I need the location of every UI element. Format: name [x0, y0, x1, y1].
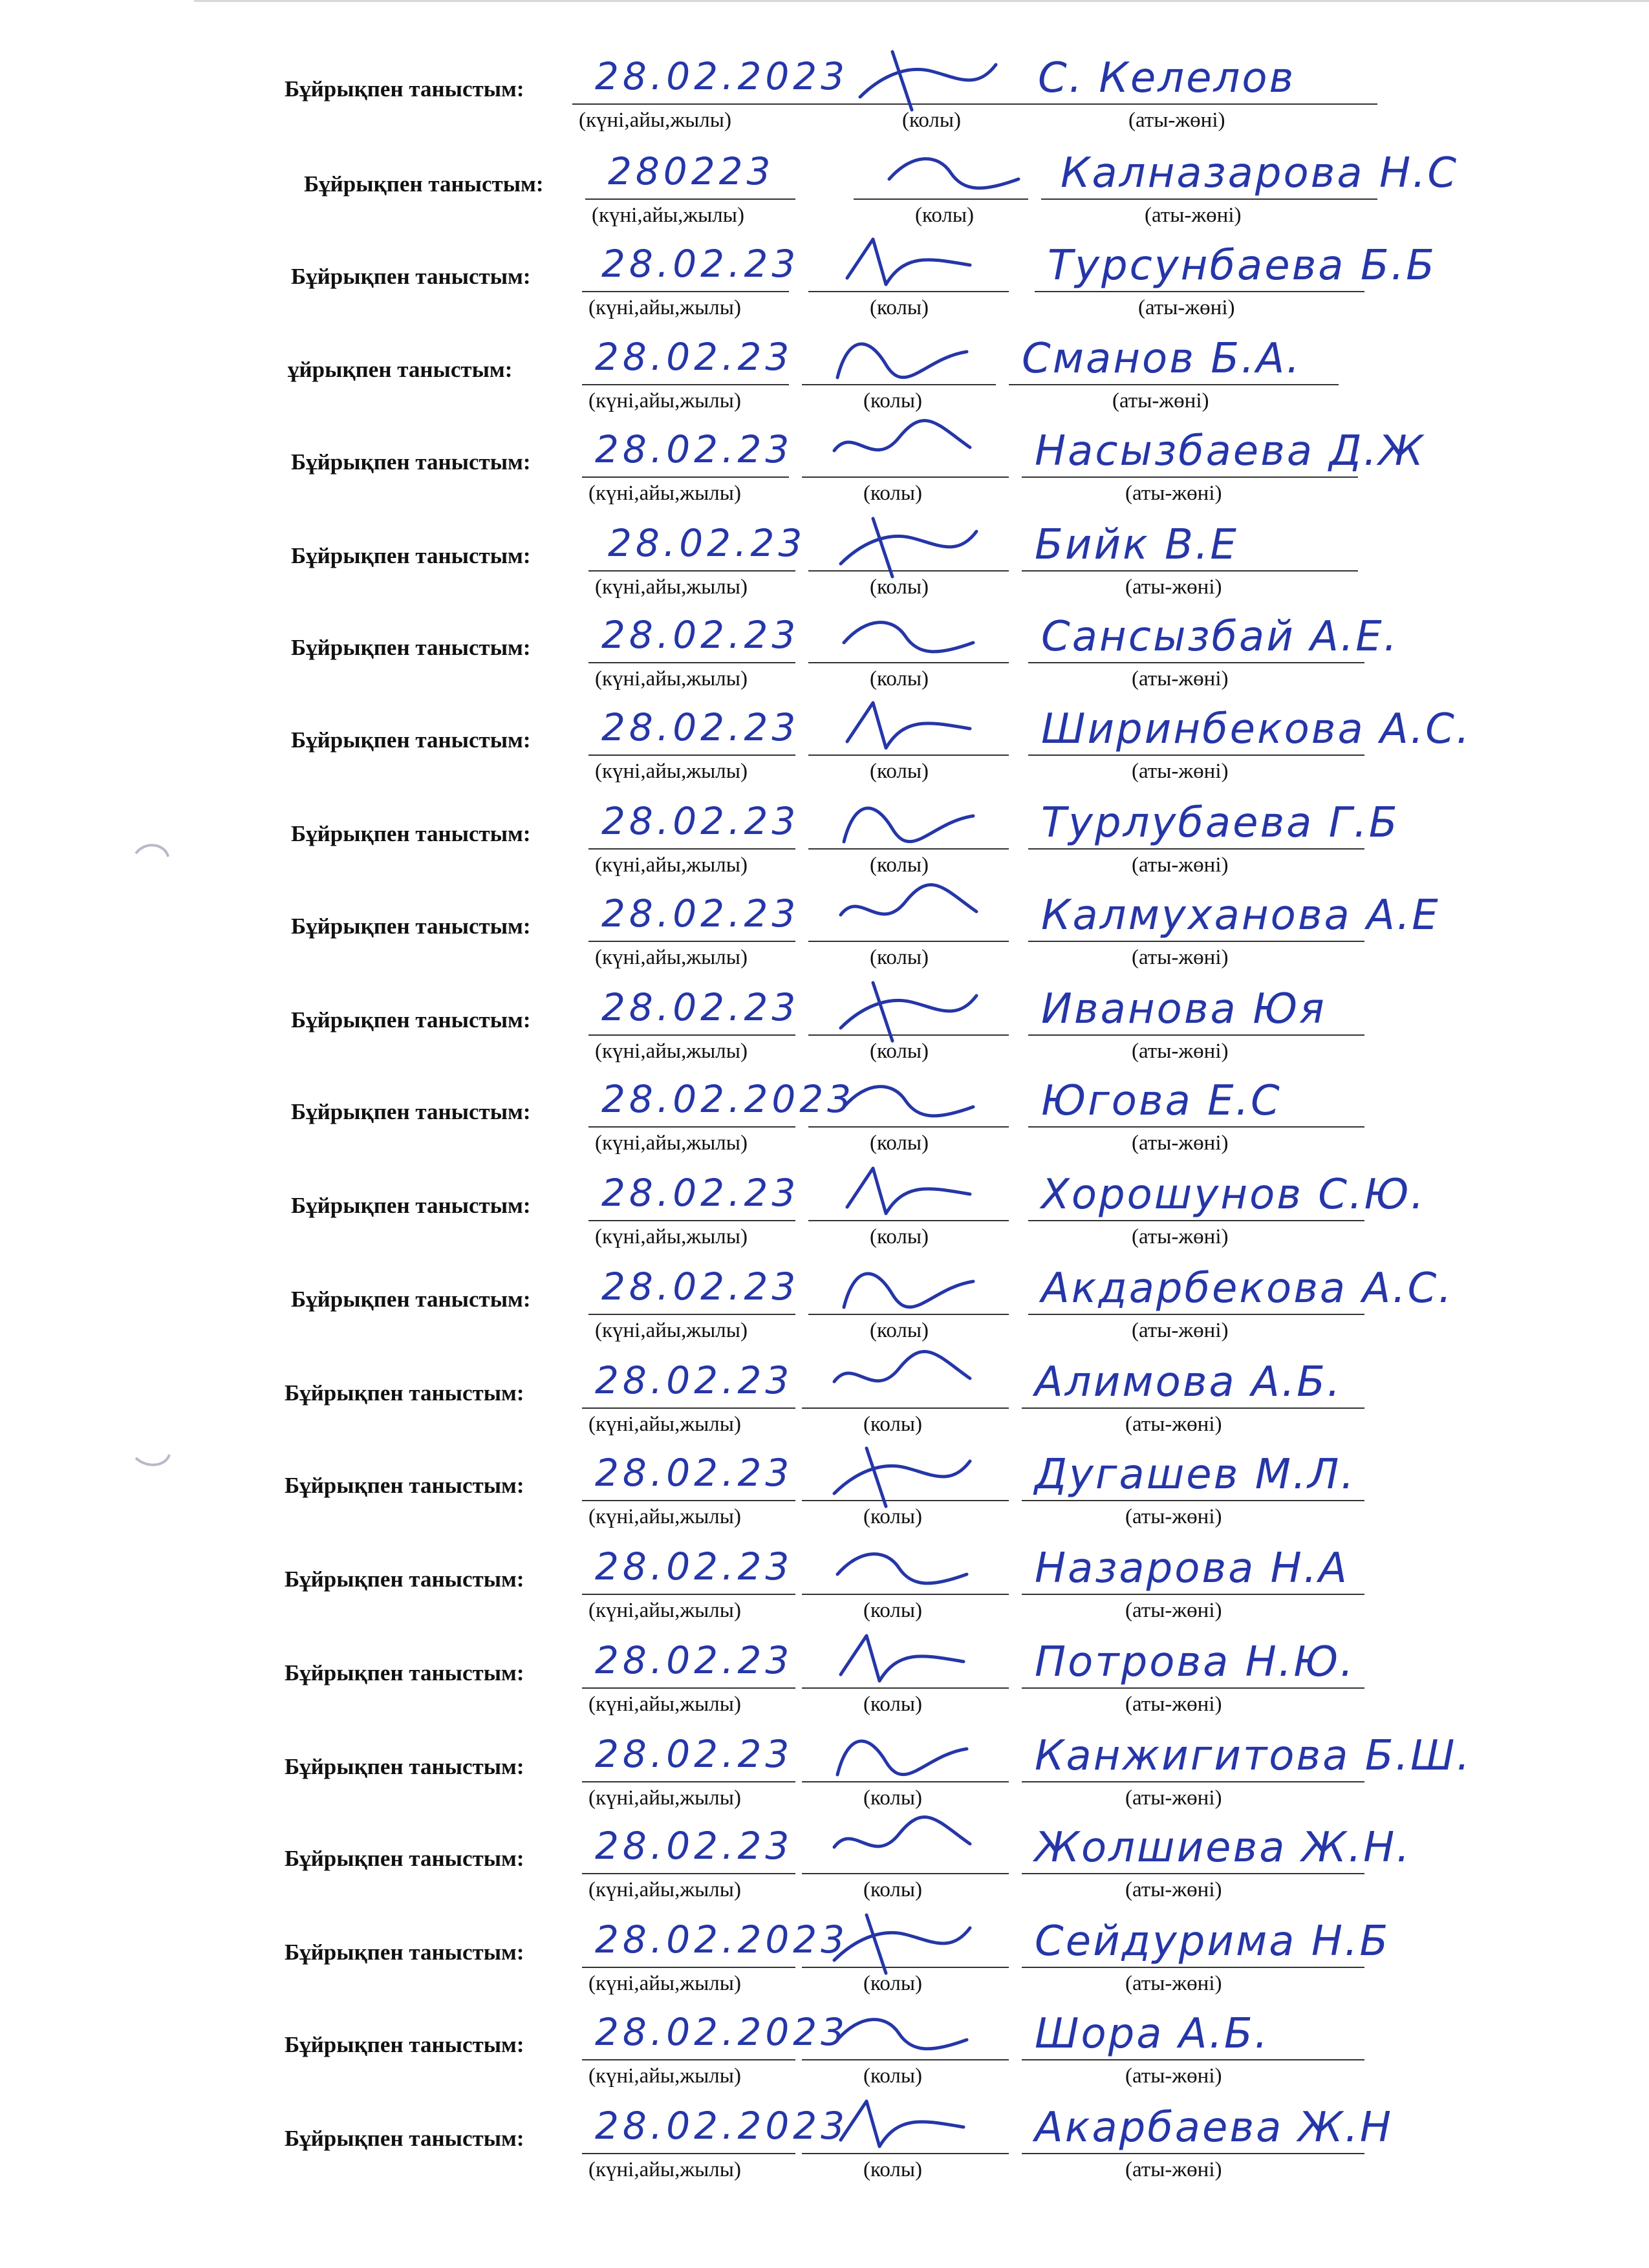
name-caption: (аты-жөні)	[1125, 1693, 1222, 1716]
signature-caption: (колы)	[863, 1413, 923, 1436]
signature-caption: (колы)	[863, 2158, 923, 2181]
handwritten-name: Назарова Н.А	[1035, 1545, 1349, 1592]
handwritten-date: 28.02.23	[601, 1171, 800, 1215]
handwritten-name: Калназарова Н.С	[1061, 149, 1459, 197]
signature-caption: (колы)	[863, 1693, 923, 1716]
acquainted-label: Бұйрықпен таныстым:	[285, 2032, 524, 2057]
handwritten-name: Дугашев М.Л.	[1035, 1451, 1356, 1499]
name-line	[1022, 2153, 1364, 2154]
acquainted-label: Бұйрықпен таныстым:	[285, 1940, 524, 1965]
handwritten-name: Турсунбаева Б.Б	[1048, 242, 1436, 290]
signature-caption: (колы)	[863, 1505, 923, 1528]
handwritten-name: Сманов Б.А.	[1022, 335, 1302, 383]
name-caption: (аты-жөні)	[1125, 1786, 1222, 1810]
date-line	[582, 384, 789, 385]
name-line	[1022, 1594, 1364, 1595]
signature-caption: (колы)	[863, 1878, 923, 1901]
name-line	[1028, 941, 1364, 942]
name-caption: (аты-жөні)	[1132, 760, 1229, 783]
acquainted-label: Бұйрықпен таныстым:	[291, 914, 531, 939]
acknowledgement-row	[0, 1265, 1649, 1375]
handwritten-signature	[834, 784, 983, 861]
handwritten-signature	[828, 1343, 976, 1420]
handwritten-signature	[834, 970, 983, 1047]
date-caption: (күні,айы,жылы)	[595, 1225, 748, 1248]
name-line	[1022, 1407, 1364, 1409]
name-caption: (аты-жөні)	[1125, 1972, 1222, 1995]
signature-caption: (колы)	[863, 1972, 923, 1995]
acquainted-label: ұйрықпен таныстым:	[288, 357, 513, 382]
handwritten-name: Акарбаева Ж.Н	[1035, 2104, 1394, 2152]
acquainted-label: Бұйрықпен таныстым:	[291, 264, 531, 289]
signature-caption: (колы)	[863, 1786, 923, 1810]
date-caption: (күні,айы,жылы)	[579, 109, 731, 132]
signature-caption: (колы)	[870, 575, 929, 599]
name-caption: (аты-жөні)	[1132, 1040, 1229, 1063]
handwritten-date: 28.02.23	[595, 427, 793, 471]
handwritten-name: Турлубаева Г.Б	[1041, 799, 1399, 847]
name-caption: (аты-жөні)	[1132, 1131, 1229, 1155]
handwritten-date: 28.02.23	[595, 1545, 793, 1589]
handwritten-name: Шора А.Б.	[1035, 2010, 1270, 2058]
handwritten-signature	[828, 1623, 976, 1700]
signature-caption: (колы)	[870, 1319, 929, 1342]
acknowledgement-row	[0, 2104, 1649, 2214]
signature-caption: (колы)	[902, 109, 962, 132]
acquainted-label: Бұйрықпен таныстым:	[291, 1287, 531, 1312]
date-caption: (күні,айы,жылы)	[595, 853, 748, 877]
name-line	[1028, 662, 1364, 663]
signature-caption: (колы)	[870, 1131, 929, 1155]
name-line	[1028, 1314, 1364, 1315]
handwritten-date: 28.02.2023	[595, 54, 849, 98]
date-line	[572, 103, 841, 105]
handwritten-signature	[879, 134, 1028, 211]
handwritten-signature	[834, 506, 983, 583]
handwritten-date: 28.02.23	[601, 1265, 800, 1309]
acquainted-label: Бұйрықпен таныстым:	[291, 821, 531, 846]
handwritten-date: 28.02.2023	[595, 2010, 849, 2054]
name-line	[1025, 103, 1377, 105]
acknowledgement-row	[0, 1451, 1649, 1561]
date-line	[588, 570, 795, 572]
date-caption: (күні,айы,жылы)	[595, 760, 748, 783]
handwritten-name: Акдарбекова А.С.	[1041, 1265, 1454, 1312]
acknowledgement-row	[0, 242, 1649, 352]
date-line	[585, 198, 795, 200]
acknowledgement-row	[0, 892, 1649, 1001]
handwritten-name: Сейдурима Н.Б	[1035, 1918, 1390, 1965]
date-line	[588, 1220, 795, 1221]
name-caption: (аты-жөні)	[1132, 946, 1229, 969]
date-caption: (күні,айы,жылы)	[595, 1131, 748, 1155]
date-caption: (күні,айы,жылы)	[595, 1040, 748, 1063]
date-line	[582, 1873, 795, 1874]
date-line	[582, 476, 789, 478]
date-caption: (күні,айы,жылы)	[588, 1878, 741, 1901]
date-caption: (күні,айы,жылы)	[588, 1599, 741, 1622]
date-line	[582, 1687, 795, 1689]
signature-caption: (колы)	[870, 760, 929, 783]
acquainted-label: Бұйрықпен таныстым:	[291, 543, 531, 568]
signature-caption: (колы)	[863, 389, 923, 412]
name-line	[1022, 1873, 1364, 1874]
name-line	[1022, 476, 1358, 478]
handwritten-name: Насызбаева Д.Ж	[1035, 427, 1425, 475]
date-caption: (күні,айы,жылы)	[588, 1693, 741, 1716]
handwritten-name: Потрова Н.Ю.	[1035, 1638, 1355, 1686]
name-caption: (аты-жөні)	[1125, 575, 1222, 599]
name-caption: (аты-жөні)	[1125, 482, 1222, 505]
handwritten-date: 28.02.23	[595, 1638, 793, 1682]
signature-caption: (колы)	[915, 204, 975, 227]
signature-caption: (колы)	[870, 667, 929, 690]
signature-caption: (колы)	[870, 1225, 929, 1248]
name-line	[1028, 1126, 1364, 1128]
handwritten-name: Югова Е.С	[1041, 1077, 1282, 1125]
acquainted-label: Бұйрықпен таныстым:	[285, 2126, 524, 2151]
handwritten-date: 28.02.23	[595, 1732, 793, 1776]
date-line	[588, 848, 795, 850]
name-caption: (аты-жөні)	[1125, 2064, 1222, 2088]
acquainted-label: Бұйрықпен таныстым:	[291, 635, 531, 660]
signature-caption: (колы)	[870, 946, 929, 969]
name-caption: (аты-жөні)	[1128, 109, 1225, 132]
date-line	[588, 941, 795, 942]
handwritten-date: 28.02.23	[601, 613, 800, 657]
handwritten-date: 28.02.2023	[595, 2104, 849, 2148]
handwritten-signature	[834, 1155, 983, 1233]
signature-caption: (колы)	[870, 296, 929, 319]
handwritten-signature	[828, 1808, 976, 1886]
date-line	[582, 2059, 795, 2060]
acquainted-label: Бұйрықпен таныстым:	[285, 1567, 524, 1592]
handwritten-date: 28.02.23	[595, 1451, 793, 1495]
acquainted-label: Бұйрықпен таныстым:	[291, 1099, 531, 1124]
handwritten-name: Иванова Юя	[1041, 985, 1326, 1033]
handwritten-signature	[834, 597, 983, 675]
date-line	[582, 1500, 795, 1501]
name-caption: (аты-жөні)	[1138, 296, 1235, 319]
handwritten-signature	[828, 1435, 976, 1513]
date-line	[582, 1781, 795, 1782]
handwritten-signature	[828, 412, 976, 489]
handwritten-signature	[834, 1249, 983, 1327]
name-caption: (аты-жөні)	[1132, 667, 1229, 690]
handwritten-signature	[834, 226, 983, 304]
handwritten-date: 28.02.23	[608, 521, 806, 565]
handwritten-signature	[828, 1717, 976, 1794]
date-line	[588, 1126, 795, 1128]
date-caption: (күні,айы,жылы)	[588, 2064, 741, 2088]
name-line	[1022, 1500, 1364, 1501]
name-line	[1028, 754, 1364, 756]
handwritten-name: С. Келелов	[1038, 54, 1296, 102]
handwritten-signature	[828, 1995, 976, 2072]
date-line	[582, 2153, 795, 2154]
handwritten-date: 28.02.23	[601, 892, 800, 936]
handwritten-date: 28.02.23	[601, 705, 800, 749]
date-caption: (күні,айы,жылы)	[588, 1413, 741, 1436]
acknowledgement-row	[0, 521, 1649, 631]
name-line	[1028, 1220, 1364, 1221]
date-caption: (күні,айы,жылы)	[595, 667, 748, 690]
name-line	[1022, 1781, 1364, 1782]
handwritten-signature	[834, 876, 983, 954]
date-caption: (күні,айы,жылы)	[588, 1505, 741, 1528]
handwritten-name: Бийк В.Е	[1035, 521, 1238, 569]
handwritten-signature	[828, 1902, 976, 1980]
name-line	[1041, 198, 1377, 200]
handwritten-date: 28.02.2023	[595, 1918, 849, 1962]
handwritten-name: Ширинбекова А.С.	[1041, 705, 1472, 753]
acquainted-label: Бұйрықпен таныстым:	[291, 449, 531, 475]
acquainted-label: Бұйрықпен таныстым:	[285, 1473, 524, 1498]
date-caption: (күні,айы,жылы)	[588, 296, 741, 319]
handwritten-date: 28.02.23	[601, 985, 800, 1029]
signature-caption: (колы)	[863, 482, 923, 505]
name-line	[1022, 1687, 1364, 1689]
date-line	[582, 291, 789, 292]
handwritten-signature	[828, 1529, 976, 1607]
name-caption: (аты-жөні)	[1132, 853, 1229, 877]
acknowledgement-row	[0, 427, 1649, 537]
name-line	[1022, 1967, 1364, 1968]
handwritten-date: 28.02.2023	[601, 1077, 856, 1121]
acquainted-label: Бұйрықпен таныстым:	[291, 727, 531, 753]
acknowledgement-row	[0, 1358, 1649, 1468]
handwritten-signature	[828, 2088, 976, 2166]
date-line	[582, 1407, 795, 1409]
acquainted-label: Бұйрықпен таныстым:	[285, 1380, 524, 1406]
date-caption: (күні,айы,жылы)	[588, 1972, 741, 1995]
name-line	[1028, 848, 1364, 850]
acquainted-label: Бұйрықпен таныстым:	[285, 1660, 524, 1685]
name-caption: (аты-жөні)	[1125, 1599, 1222, 1622]
handwritten-date: 28.02.23	[595, 1824, 793, 1868]
date-line	[588, 1034, 795, 1036]
handwritten-date: 28.02.23	[601, 799, 800, 843]
handwritten-signature	[834, 1062, 983, 1139]
name-line	[1022, 2059, 1364, 2060]
acquainted-label: Бұйрықпен таныстым:	[291, 1007, 531, 1032]
scan-smudge	[129, 834, 175, 866]
name-caption: (аты-жөні)	[1125, 1505, 1222, 1528]
handwritten-signature	[828, 319, 976, 397]
handwritten-signature	[854, 39, 1002, 116]
name-caption: (аты-жөні)	[1125, 1413, 1222, 1436]
date-caption: (күні,айы,жылы)	[595, 575, 748, 599]
date-caption: (күні,айы,жылы)	[588, 482, 741, 505]
handwritten-name: Калмуханова А.Е	[1041, 892, 1440, 939]
handwritten-date: 28.02.23	[601, 242, 800, 286]
date-line	[588, 662, 795, 663]
date-line	[582, 1594, 795, 1595]
handwritten-date: 28.02.23	[595, 1358, 793, 1402]
name-line	[1009, 384, 1339, 385]
name-line	[1022, 570, 1358, 572]
date-caption: (күні,айы,жылы)	[588, 1786, 741, 1810]
date-caption: (күні,айы,жылы)	[595, 1319, 748, 1342]
acquainted-label: Бұйрықпен таныстым:	[304, 171, 544, 197]
signature-caption: (колы)	[870, 1040, 929, 1063]
name-line	[1035, 291, 1364, 292]
handwritten-name: Сансызбай А.Е.	[1041, 613, 1399, 661]
acknowledgement-row	[0, 705, 1649, 815]
handwritten-date: 28.02.23	[595, 335, 793, 379]
date-caption: (күні,айы,жылы)	[595, 946, 748, 969]
name-caption: (аты-жөні)	[1112, 389, 1209, 412]
date-caption: (күні,айы,жылы)	[588, 2158, 741, 2181]
name-caption: (аты-жөні)	[1145, 204, 1242, 227]
acquainted-label: Бұйрықпен таныстым:	[285, 1754, 524, 1779]
handwritten-signature	[834, 690, 983, 767]
date-caption: (күні,айы,жылы)	[592, 204, 744, 227]
handwritten-name: Хорошунов С.Ю.	[1041, 1171, 1426, 1219]
date-line	[588, 754, 795, 756]
acquainted-label: Бұйрықпен таныстым:	[285, 1846, 524, 1871]
acknowledgement-row	[0, 1545, 1649, 1654]
name-caption: (аты-жөні)	[1125, 1878, 1222, 1901]
date-caption: (күні,айы,жылы)	[588, 389, 741, 412]
handwritten-name: Алимова А.Б.	[1035, 1358, 1342, 1406]
date-line	[582, 1967, 795, 1968]
name-caption: (аты-жөні)	[1132, 1225, 1229, 1248]
scan-smudge	[129, 1442, 175, 1474]
handwritten-name: Канжигитова Б.Ш.	[1035, 1732, 1472, 1780]
signature-caption: (колы)	[870, 853, 929, 877]
acquainted-label: Бұйрықпен таныстым:	[285, 76, 524, 102]
handwritten-date: 280223	[608, 149, 775, 193]
date-line	[588, 1314, 795, 1315]
name-caption: (аты-жөні)	[1132, 1319, 1229, 1342]
scan-edge-mark	[194, 0, 1649, 24]
name-caption: (аты-жөні)	[1125, 2158, 1222, 2181]
handwritten-name: Жолшиева Ж.Н.	[1035, 1824, 1412, 1872]
name-line	[1028, 1034, 1364, 1036]
signature-caption: (колы)	[863, 1599, 923, 1622]
signature-caption: (колы)	[863, 2064, 923, 2088]
acquainted-label: Бұйрықпен таныстым:	[291, 1193, 531, 1218]
